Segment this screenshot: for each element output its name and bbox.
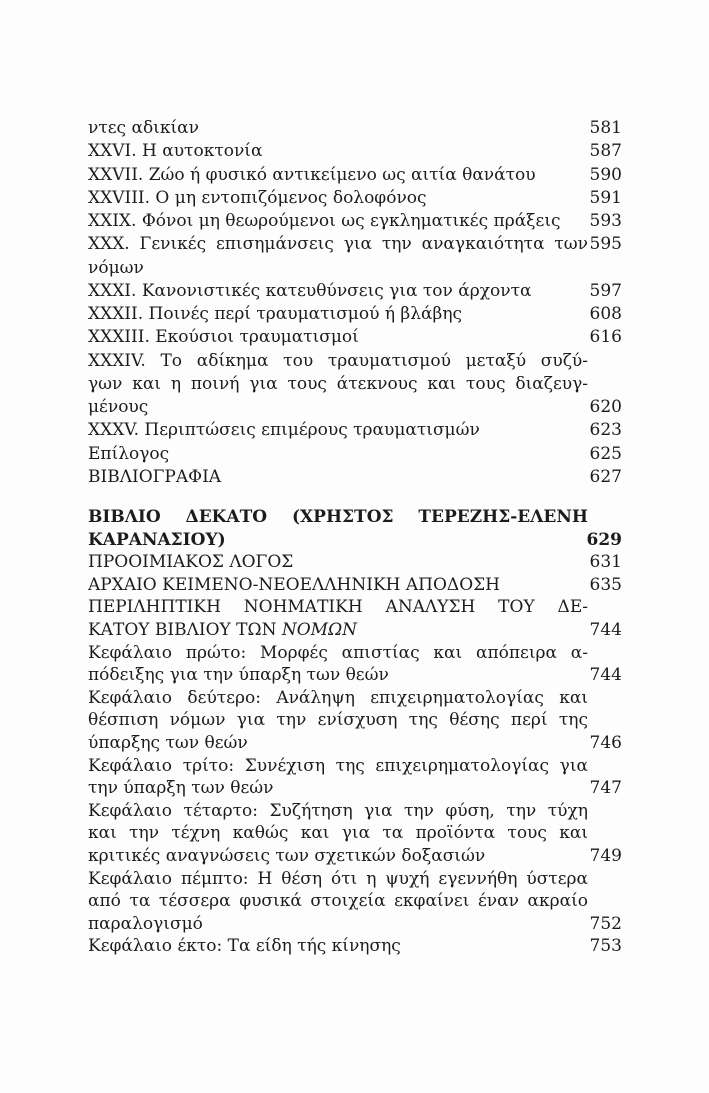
toc-entry-text: Κεφάλαιο τέταρτο: Συζήτηση για την φύση, την τύχη <box>88 800 588 821</box>
toc-page-number: 744 <box>589 665 622 686</box>
toc-line <box>88 280 622 303</box>
toc-line <box>88 890 622 913</box>
toc-line <box>88 664 622 687</box>
toc-page-number: 620 <box>589 397 622 417</box>
toc-line <box>88 466 622 489</box>
toc-entry-text: XXXIV. Το αδίκημα του τραυματισμού μεταξύ συζύ- <box>88 350 588 371</box>
toc-line <box>88 396 622 419</box>
toc-line <box>88 913 622 936</box>
toc-line <box>88 117 622 140</box>
toc-line <box>88 373 622 396</box>
toc-page-number: 746 <box>589 732 622 753</box>
toc-line <box>88 642 622 665</box>
toc-entry-text: ΒΙΒΛΙΟ ΔΕΚΑΤΟ (ΧΡΗΣΤΟΣ ΤΕΡΕΖΗΣ-ΕΛΕΝΗ <box>88 507 588 527</box>
toc-entry-text: και την τέχνη καθώς και για τα προϊόντα τους και <box>88 823 588 844</box>
toc-page-number: 749 <box>589 845 622 866</box>
toc-line <box>88 506 622 529</box>
toc-entry-text: Επίλογος <box>88 443 170 464</box>
toc-entry-text: Κεφάλαιο πρώτο: Μορφές απιστίας και απόπειρα α- <box>88 642 588 663</box>
toc-line <box>88 210 622 233</box>
toc-line <box>88 596 622 619</box>
toc-page-number: 597 <box>589 280 622 301</box>
toc-page-number: 623 <box>589 420 622 441</box>
toc-line <box>88 619 622 642</box>
toc-entry-text-italic: ΝΟΜΩΝ <box>281 619 358 640</box>
toc-entry-text: ντες αδικίαν <box>88 118 199 138</box>
toc-line <box>88 303 622 326</box>
toc-line <box>88 257 622 280</box>
toc-entry-text: XXXI. Κανονιστικές κατευθύνσεις για τον άρχοντα <box>88 280 532 301</box>
toc-entry-text: Κεφάλαιο δεύτερο: Ανάληψη επιχειρηματολογίας και <box>88 687 588 708</box>
toc-entry-text: XXX. Γενικές επισημάνσεις για την αναγκαιότητα των <box>88 234 588 255</box>
toc-entry-text <box>88 619 588 642</box>
toc-line <box>88 777 622 800</box>
toc-entry-text: XXXV. Περιπτώσεις επιμέρους τραυματισμών <box>88 420 480 441</box>
toc-entry-text: XXXIII. Εκούσιοι τραυματισμοί <box>88 327 359 348</box>
toc-entry-text: παραλογισμό <box>88 913 203 934</box>
toc-page-number: 616 <box>589 327 622 348</box>
toc-page-number: 608 <box>589 304 622 324</box>
toc-line <box>88 868 622 891</box>
toc-page-number: 747 <box>589 778 622 799</box>
toc-page-number: 629 <box>586 529 622 550</box>
toc-line <box>88 164 622 187</box>
toc-line <box>88 800 622 823</box>
toc-line <box>88 755 622 778</box>
toc-page-number: 590 <box>589 164 622 185</box>
toc-entry-text: ΠΕΡΙΛΗΠΤΙΚΗ ΝΟΗΜΑΤΙΚΗ ΑΝΑΛΥΣΗ ΤΟΥ ΔΕ- <box>88 597 588 618</box>
toc-line <box>88 935 622 958</box>
toc-line <box>88 574 622 597</box>
toc-entry-text: XXIX. Φόνοι μη θεωρούμενοι ως εγκληματικές πράξεις <box>88 211 561 231</box>
toc-entry-text: κριτικές αναγνώσεις των σχετικών δοξασιών <box>88 845 486 866</box>
toc-entry-text: την ύπαρξη των θεών <box>88 778 274 799</box>
toc-entry-text: XXVIII. Ο μη εντοπιζόμενος δολοφόνος <box>88 187 427 208</box>
toc-line <box>88 709 622 732</box>
toc-page-number: 635 <box>589 574 622 595</box>
toc-entry-text: XXVI. Η αυτοκτονία <box>88 141 263 162</box>
toc-page-number: 753 <box>589 936 622 957</box>
toc-entry-text: ΑΡΧΑΙΟ ΚΕΙΜΕΝΟ-ΝΕΟΕΛΛΗΝΙΚΗ ΑΠΟΔΟΣΗ <box>88 574 500 595</box>
toc-entry-text: XXXII. Ποινές περί τραυματισμού ή βλάβης <box>88 304 463 324</box>
toc-line <box>88 443 622 466</box>
toc-entry-text: Κεφάλαιο πέμπτο: Η θέση ότι η ψυχή εγεννήθη ύστερα <box>88 868 588 889</box>
toc-line <box>88 350 622 373</box>
toc-line <box>88 233 622 256</box>
toc-section-continued <box>88 117 622 489</box>
toc-page-number: 591 <box>589 187 622 208</box>
toc-page-number: 627 <box>589 466 622 487</box>
toc-entry-text-regular: ΚΑΤΟΥ ΒΙΒΛΙΟΥ ΤΩΝ <box>88 619 282 640</box>
toc-line <box>88 529 622 552</box>
toc-page-number: 595 <box>589 234 622 255</box>
toc-page-number: 631 <box>589 552 622 573</box>
table-of-contents <box>88 117 622 958</box>
toc-line <box>88 845 622 868</box>
toc-line <box>88 187 622 210</box>
toc-line <box>88 326 622 349</box>
toc-page-number: 752 <box>589 913 622 934</box>
toc-line <box>88 419 622 442</box>
toc-entry-text: θέσπιση νόμων για την ενίσχυση της θέσης περί της <box>88 710 588 731</box>
toc-line <box>88 687 622 710</box>
toc-entry-text: γων και η ποινή για τους άτεκνους και τους διαζευγ- <box>88 373 588 394</box>
toc-page-number: 581 <box>589 118 622 138</box>
toc-section-book-ten <box>88 506 622 958</box>
toc-line <box>88 732 622 755</box>
toc-entry-text: Κεφάλαιο έκτο: Τα είδη τής κίνησης <box>88 936 401 957</box>
toc-page-number: 744 <box>589 619 622 640</box>
toc-page-number: 593 <box>589 211 622 231</box>
toc-entry-text: XXVII. Ζώο ή φυσικό αντικείμενο ως αιτία θανάτου <box>88 164 536 185</box>
toc-page-number: 587 <box>589 141 622 162</box>
toc-entry-text: από τα τέσσερα φυσικά στοιχεία εκφαίνει έναν ακραίο <box>88 891 588 912</box>
toc-entry-text: μένους <box>88 397 149 417</box>
toc-entry-text: πόδειξης για την ύπαρξη των θεών <box>88 665 389 686</box>
toc-entry-text: νόμων <box>88 257 144 278</box>
toc-entry-text: ΒΙΒΛΙΟΓΡΑΦΙΑ <box>88 466 222 487</box>
toc-line <box>88 140 622 163</box>
toc-entry-text: ΚΑΡΑΝΑΣΙΟΥ) <box>88 529 226 550</box>
toc-entry-text: Κεφάλαιο τρίτο: Συνέχιση της επιχειρηματολογίας για <box>88 755 588 776</box>
toc-entry-text: ΠΡΟΟΙΜΙΑΚΟΣ ΛΟΓΟΣ <box>88 552 294 573</box>
toc-entry-text: ύπαρξης των θεών <box>88 732 248 753</box>
toc-line <box>88 822 622 845</box>
toc-line <box>88 551 622 574</box>
toc-page-number: 625 <box>589 443 622 464</box>
